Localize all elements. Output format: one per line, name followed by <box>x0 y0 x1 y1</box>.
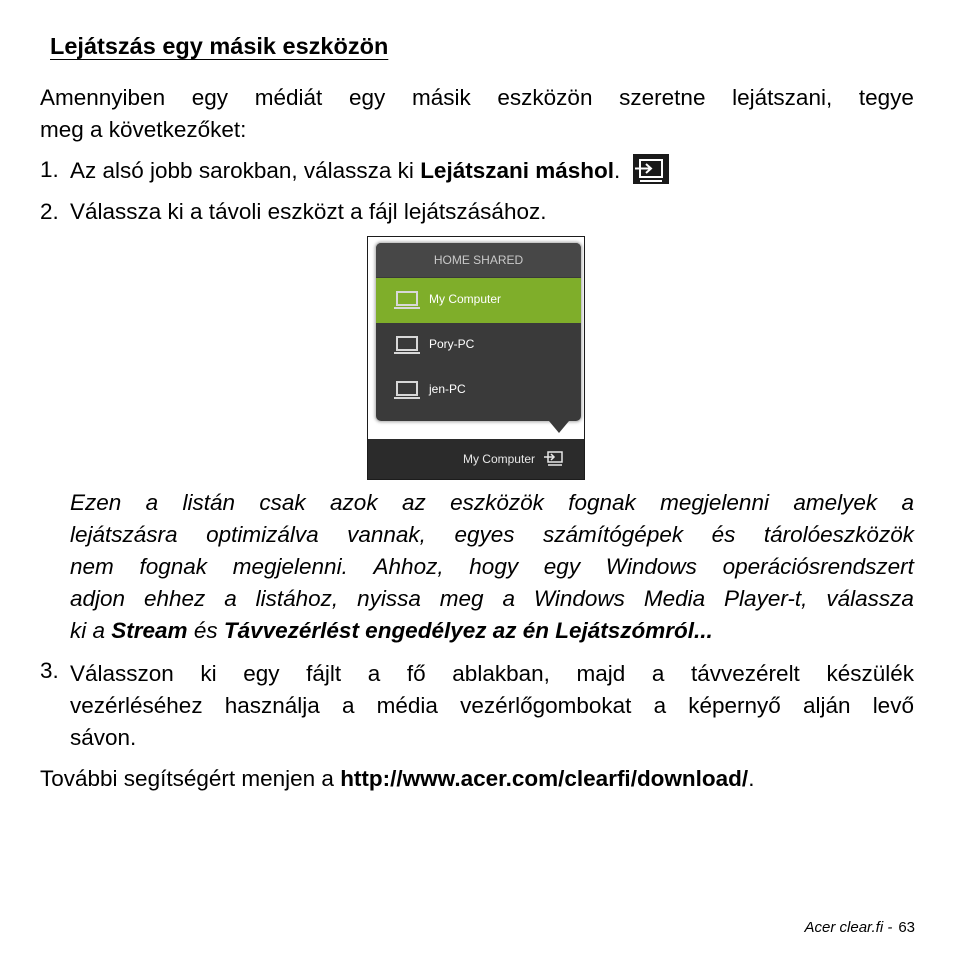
word: készülék <box>826 661 914 686</box>
note-line-5-pre: ki a <box>70 618 112 643</box>
word: eszközön <box>497 85 593 110</box>
word: Ahhoz, <box>373 554 444 579</box>
word: Amennyiben <box>40 85 166 110</box>
word: egy <box>243 661 280 686</box>
word: adjon <box>70 586 126 611</box>
word: lejátszani, <box>732 85 833 110</box>
word: listán <box>182 490 236 515</box>
intro-line-1 <box>40 82 914 114</box>
step-3-line-3: sávon. <box>70 725 137 750</box>
play-to-icon <box>633 154 669 184</box>
step-3-number: 3. <box>40 658 59 683</box>
note-line-3 <box>70 551 914 583</box>
word: tárolóeszközök <box>763 522 914 547</box>
step-1-text <box>70 157 669 187</box>
note-line-4 <box>70 583 914 615</box>
word: fő <box>406 661 426 686</box>
step-3-line-2 <box>70 690 914 722</box>
word: megjelenni <box>660 490 769 515</box>
step-1-text-after: . <box>614 157 621 183</box>
word: a <box>653 693 667 718</box>
page-heading: Lejátszás egy másik eszközön <box>50 33 389 59</box>
word: média <box>376 693 438 718</box>
word: amelyek <box>793 490 878 515</box>
device-label: My Computer <box>429 292 502 306</box>
word: vezérlőgombokat <box>460 693 632 718</box>
step-2-text: Válassza ki a távoli eszközt a fájl lejátszásához. <box>70 199 547 224</box>
word: másik <box>411 85 471 110</box>
device-label: Pory-PC <box>429 337 475 351</box>
word: egy <box>191 85 229 110</box>
word: lejátszásra <box>70 522 178 547</box>
word: egy <box>543 554 581 579</box>
step-1-bold: Lejátszani máshol <box>420 157 614 183</box>
word: válassza <box>826 586 914 611</box>
popup-pointer <box>549 421 569 433</box>
word: médiát <box>254 85 323 110</box>
word: tegye <box>858 85 914 110</box>
word: ehhez <box>143 586 206 611</box>
page-number: 63 <box>898 919 915 936</box>
note-line-2 <box>70 519 914 551</box>
word: hogy <box>469 554 519 579</box>
word: nem <box>70 554 114 579</box>
monitor-icon <box>396 381 418 396</box>
monitor-icon <box>396 336 418 351</box>
device-item-my-computer[interactable] <box>376 278 581 323</box>
word: vannak, <box>347 522 426 547</box>
word: a <box>502 586 515 611</box>
word: a <box>224 586 237 611</box>
word: listához, <box>255 586 339 611</box>
word: távvezérelt <box>691 661 800 686</box>
taskbar <box>368 439 584 479</box>
page-footer <box>805 919 915 936</box>
word: operációsrendszert <box>722 554 914 579</box>
monitor-icon <box>396 291 418 306</box>
word: a <box>651 661 665 686</box>
word: egyes <box>454 522 515 547</box>
note-line-5-mid: és <box>187 618 224 643</box>
note-line-1 <box>70 487 914 519</box>
more-help-after: . <box>748 766 755 791</box>
word: Media <box>643 586 706 611</box>
word: ablakban, <box>452 661 550 686</box>
word: használja <box>224 693 320 718</box>
word: Ezen <box>70 490 122 515</box>
word: Windows <box>605 554 697 579</box>
play-to-icon[interactable] <box>544 451 564 467</box>
word: nyissa <box>357 586 421 611</box>
word: a <box>367 661 381 686</box>
word: fájlt <box>306 661 342 686</box>
device-label: jen-PC <box>429 382 466 396</box>
word: szeretne <box>619 85 706 110</box>
word: képernyő <box>688 693 781 718</box>
taskbar-label: My Computer <box>462 452 535 466</box>
step-3-line-1 <box>70 658 914 690</box>
step-2-number: 2. <box>40 199 59 224</box>
word: számítógépek <box>543 522 684 547</box>
step-1-text-before: Az alsó jobb sarokban, válassza ki <box>70 157 421 183</box>
word: alján <box>802 693 851 718</box>
word: a <box>341 693 355 718</box>
word: optimizálva <box>206 522 319 547</box>
word: majd <box>576 661 626 686</box>
more-help-text: További segítségért menjen a <box>40 766 341 791</box>
word: a <box>901 490 914 515</box>
word: megjelenni. <box>232 554 348 579</box>
word: csak <box>259 490 306 515</box>
download-link[interactable]: http://www.acer.com/clearfi/download/ <box>340 766 749 791</box>
popup-title: HOME SHARED <box>376 243 581 277</box>
device-item-pory-pc[interactable] <box>376 323 581 368</box>
word: az <box>401 490 426 515</box>
word: azok <box>330 490 378 515</box>
word: egy <box>348 85 386 110</box>
word: Player-t, <box>724 586 808 611</box>
word: ki <box>200 661 217 686</box>
more-help <box>40 763 754 795</box>
device-popup <box>375 242 582 422</box>
device-item-jen-pc[interactable] <box>376 368 581 413</box>
note-stream: Stream <box>111 618 188 643</box>
word: eszközök <box>450 490 544 515</box>
word: vezérléséhez <box>70 693 203 718</box>
intro-line-2: meg a következőket: <box>40 117 247 142</box>
play-to-screenshot <box>367 236 585 480</box>
word: meg <box>439 586 484 611</box>
note-line-5 <box>70 615 713 647</box>
word: és <box>711 522 736 547</box>
note-remote-control: Távvezérlést engedélyez az én Lejátszómról... <box>223 618 713 643</box>
word: fognak <box>568 490 636 515</box>
word: levő <box>872 693 914 718</box>
step-1-number: 1. <box>40 157 59 182</box>
footer-label: Acer clear.fi - <box>804 919 893 936</box>
word: a <box>145 490 159 515</box>
word: fognak <box>139 554 208 579</box>
word: Válasszon <box>70 661 174 686</box>
word: Windows <box>533 586 625 611</box>
